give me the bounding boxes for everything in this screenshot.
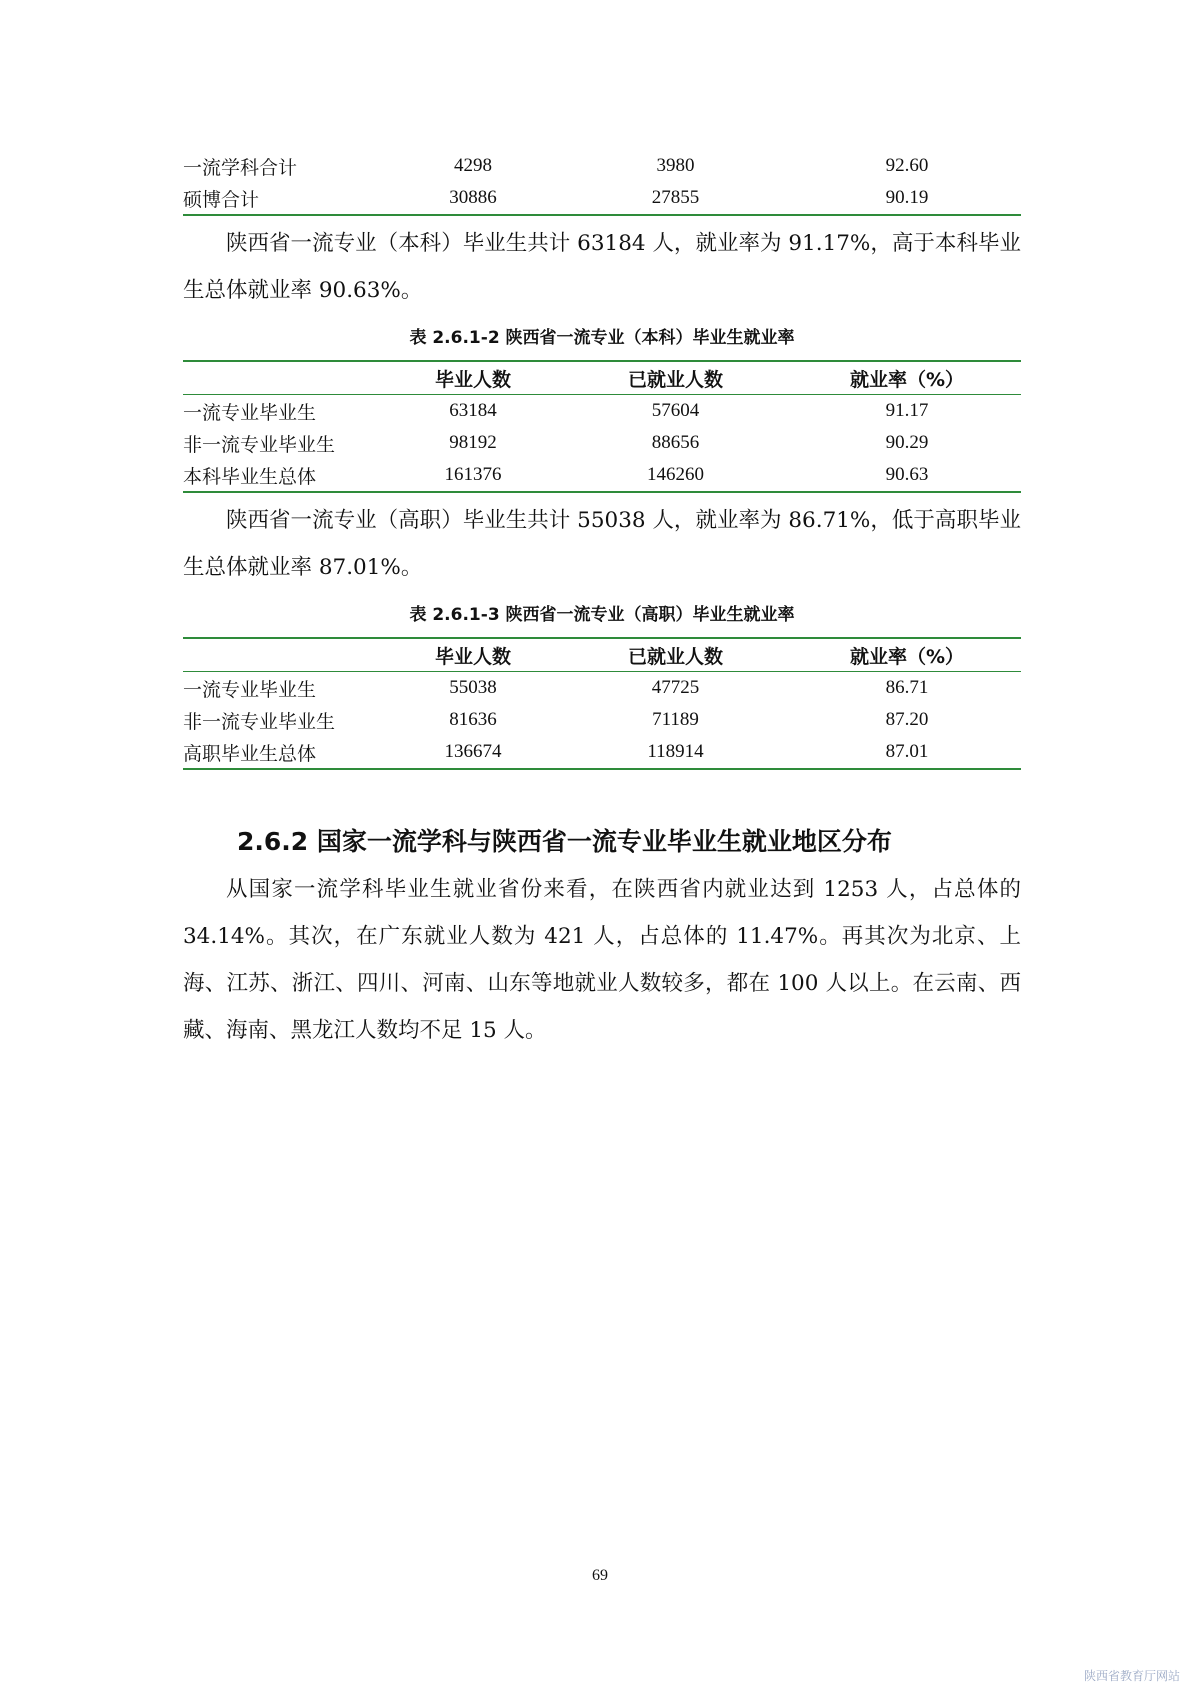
table-header-row [183,638,1021,672]
employed-cell: 3980 [656,155,695,176]
rate-cell: 90.29 [885,432,929,453]
header-cell [183,361,388,395]
paragraph: 陕西省一流专业（高职）毕业生共计 55038 人，就业率为 86.71%，低于高职毕业生总体就业率 87.01%。 [183,508,1021,580]
table-row [183,736,1021,769]
header-cell: 已就业人数 [627,645,723,668]
employed-cell: 27855 [651,187,700,208]
paragraph-block-1 [183,220,1021,314]
table2 [183,360,1021,493]
rate-cell: 91.17 [885,400,929,421]
watermark: 陕西省教育厅网站 [1083,1669,1180,1683]
row-label: 一流专业毕业生 [183,401,317,424]
graduates-cell: 136674 [444,741,502,762]
table-row [183,459,1021,492]
header-cell: 毕业人数 [434,645,511,668]
graduates-cell: 161376 [444,464,502,485]
employed-cell: 118914 [647,741,704,762]
graduates-cell: 81636 [449,709,497,730]
graduates-cell: 4298 [454,155,492,176]
graduates-cell: 98192 [449,432,497,453]
table-row [183,395,1021,428]
header-cell: 毕业人数 [434,368,511,391]
table2-wrap [183,360,1021,493]
table3 [183,637,1021,770]
table-row [183,182,1021,215]
row-label: 本科毕业生总体 [183,465,317,488]
header-cell: 就业率（%） [849,368,965,391]
table-header-row [183,361,1021,395]
table3-block [183,600,1021,625]
graduates-cell: 63184 [449,400,497,421]
graduates-cell: 55038 [449,677,497,698]
section-title: 2.6.2 国家一流学科与陕西省一流专业毕业生就业地区分布 [237,827,892,856]
row-label: 硕博合计 [183,188,260,211]
row-label: 一流学科合计 [183,156,298,179]
header-cell: 已就业人数 [627,368,723,391]
table3-wrap [183,637,1021,770]
header-cell: 就业率（%） [849,645,965,668]
rate-cell: 90.19 [885,187,929,208]
rate-cell: 92.60 [885,155,929,176]
table-row [183,150,1021,182]
table-caption: 表 2.6.1-3 陕西省一流专业（高职）毕业生就业率 [409,605,795,625]
table-row [183,672,1021,705]
row-label: 高职毕业生总体 [183,742,317,765]
section-paragraph-block [183,866,1021,1054]
employed-cell: 71189 [652,709,699,730]
header-cell [183,638,388,672]
employed-cell: 146260 [647,464,704,485]
rate-cell: 87.20 [885,709,929,730]
table-row [183,704,1021,736]
paragraph-block-2 [183,497,1021,591]
rate-cell: 87.01 [885,741,929,762]
employed-cell: 57604 [651,400,700,421]
rate-cell: 86.71 [885,677,929,698]
page-number: 69 [592,1567,608,1584]
row-label: 非一流专业毕业生 [183,710,336,733]
row-label: 非一流专业毕业生 [183,433,336,456]
employed-cell: 47725 [651,677,700,698]
rate-cell: 90.63 [885,464,929,485]
table1-tail-block [183,150,1021,216]
graduates-cell: 30886 [449,187,497,208]
paragraph: 陕西省一流专业（本科）毕业生共计 63184 人，就业率为 91.17%，高于本科毕业生总体就业率 90.63%。 [183,231,1021,303]
table1-tail [183,150,1021,216]
table-caption: 表 2.6.1-2 陕西省一流专业（本科）毕业生就业率 [409,328,795,348]
table2-block [183,323,1021,348]
table-row [183,427,1021,459]
row-label: 一流专业毕业生 [183,678,317,701]
section-heading-block [237,822,1027,858]
employed-cell: 88656 [651,432,700,453]
paragraph: 从国家一流学科毕业生就业省份来看，在陕西省内就业达到 1253 人，占总体的 34.14%。其次，在广东就业人数为 421 人，占总体的 11.47%。再其次为北京、上海、江苏、浙江、四川、河南、山东等地就业人数较多，都在 100 人以上。在云南、西藏、海南、黑龙江人数均不足 15 人。 [183,877,1021,1043]
